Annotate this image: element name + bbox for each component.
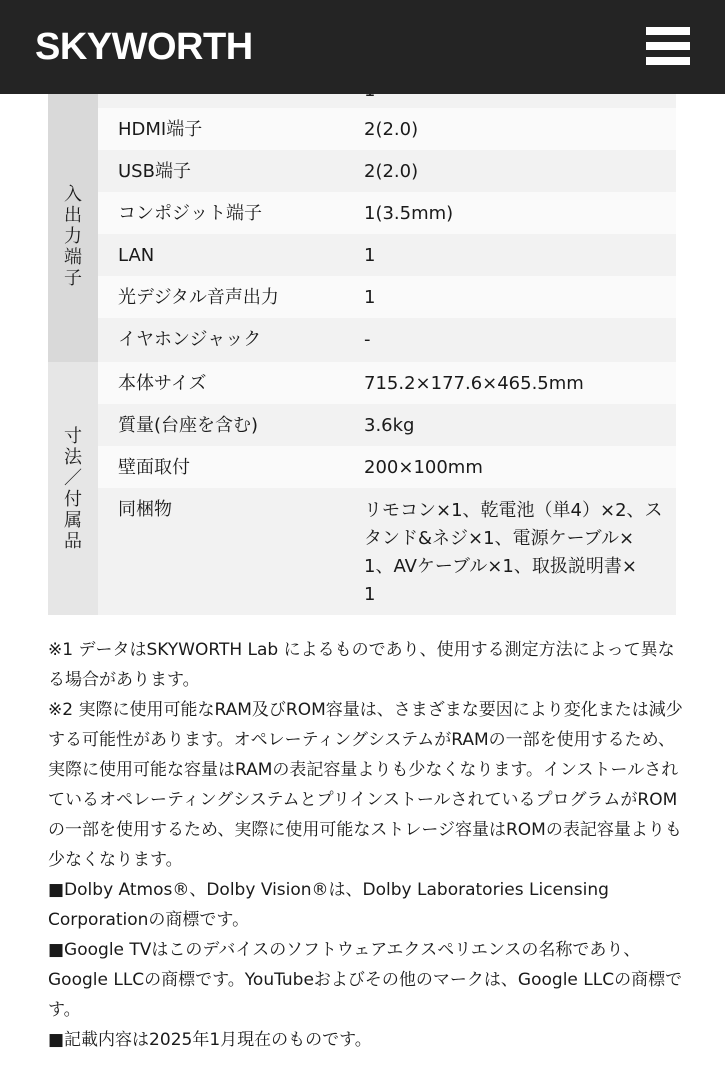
spec-group-label-text: 寸 法 ／ 付 属 品 <box>64 426 82 552</box>
spec-value: 1 <box>364 287 376 308</box>
table-row <box>98 318 676 362</box>
spec-name: HDMI端子 <box>118 119 203 140</box>
footnote: ■記載内容は2025年1月現在のものです。 <box>48 1030 372 1050</box>
footnotes <box>48 635 688 1055</box>
spec-name: 質量(台座を含む) <box>118 415 259 436</box>
spec-value: 715.2×177.6×465.5mm <box>364 373 584 394</box>
spec-name: イヤホンジャック <box>118 329 262 350</box>
table-row <box>98 150 676 192</box>
spec-group-io <box>48 108 676 362</box>
spec-value: 3.6kg <box>364 415 415 436</box>
spec-name: LAN <box>118 245 155 266</box>
spec-name: 本体サイズ <box>118 373 207 394</box>
table-row <box>98 192 676 234</box>
spec-table <box>48 78 676 615</box>
skyworth-logo[interactable]: SKYWORTH <box>35 26 253 68</box>
table-row <box>98 234 676 276</box>
spec-group-label <box>48 362 98 615</box>
spec-value: リモコン×1、乾電池（単4）×2、ス タンド&ネジ×1、電源ケーブル× 1、AVケーブル×1、取扱説明書× 1 <box>364 500 663 605</box>
footnote: ■Google TVはこのデバイスのソフトウェアエクスペリエンスの名称であり、Google LLCの商標です。YouTubeおよびその他のマークは、Google LLCの商標です。 <box>48 940 683 1020</box>
spec-value: - <box>364 329 371 350</box>
spec-name: 光デジタル音声出力 <box>118 287 279 308</box>
table-row <box>98 362 676 404</box>
spec-group-label-text: 入 出 力 端 子 <box>64 184 82 289</box>
spec-name: 同梱物 <box>118 499 172 520</box>
table-row <box>98 404 676 446</box>
spec-name: USB端子 <box>118 161 191 182</box>
table-row <box>98 446 676 488</box>
spec-group-label <box>48 108 98 362</box>
hamburger-menu-icon[interactable] <box>646 27 690 65</box>
spec-name: コンポジット端子 <box>118 203 262 224</box>
spec-value: 1 <box>364 245 376 266</box>
footnote: ■Dolby Atmos®、Dolby Vision®は、Dolby Laboratories Licensing Corporationの商標です。 <box>48 880 609 930</box>
spec-value: 2(2.0) <box>364 119 419 140</box>
table-row <box>98 276 676 318</box>
spec-name: 壁面取付 <box>118 457 190 478</box>
table-row <box>98 488 676 615</box>
spec-value: 2(2.0) <box>364 161 419 182</box>
footnote: ※2 実際に使用可能なRAM及びROM容量は、さまざまな要因により変化または減少する可能性があります。オペレーティングシステムがRAMの一部を使用するため、実際に使用可能な容量はRAMの表記容量よりも少なくなります。インストールされているオペレーティングシステムとプリインストールされているプログラムがROMの一部を使用するため、実際に使用可能なストレージ容量はROMの表記容量よりも少なくなります。 <box>48 700 683 870</box>
footnote: ※1 データはSKYWORTH Lab によるものであり、使用する測定方法によって異なる場合があります。 <box>48 640 675 690</box>
site-header <box>0 0 725 94</box>
spec-value: 200×100mm <box>364 457 483 478</box>
spec-value: 1(3.5mm) <box>364 203 454 224</box>
table-row <box>98 108 676 150</box>
spec-group-dimensions <box>48 362 676 615</box>
